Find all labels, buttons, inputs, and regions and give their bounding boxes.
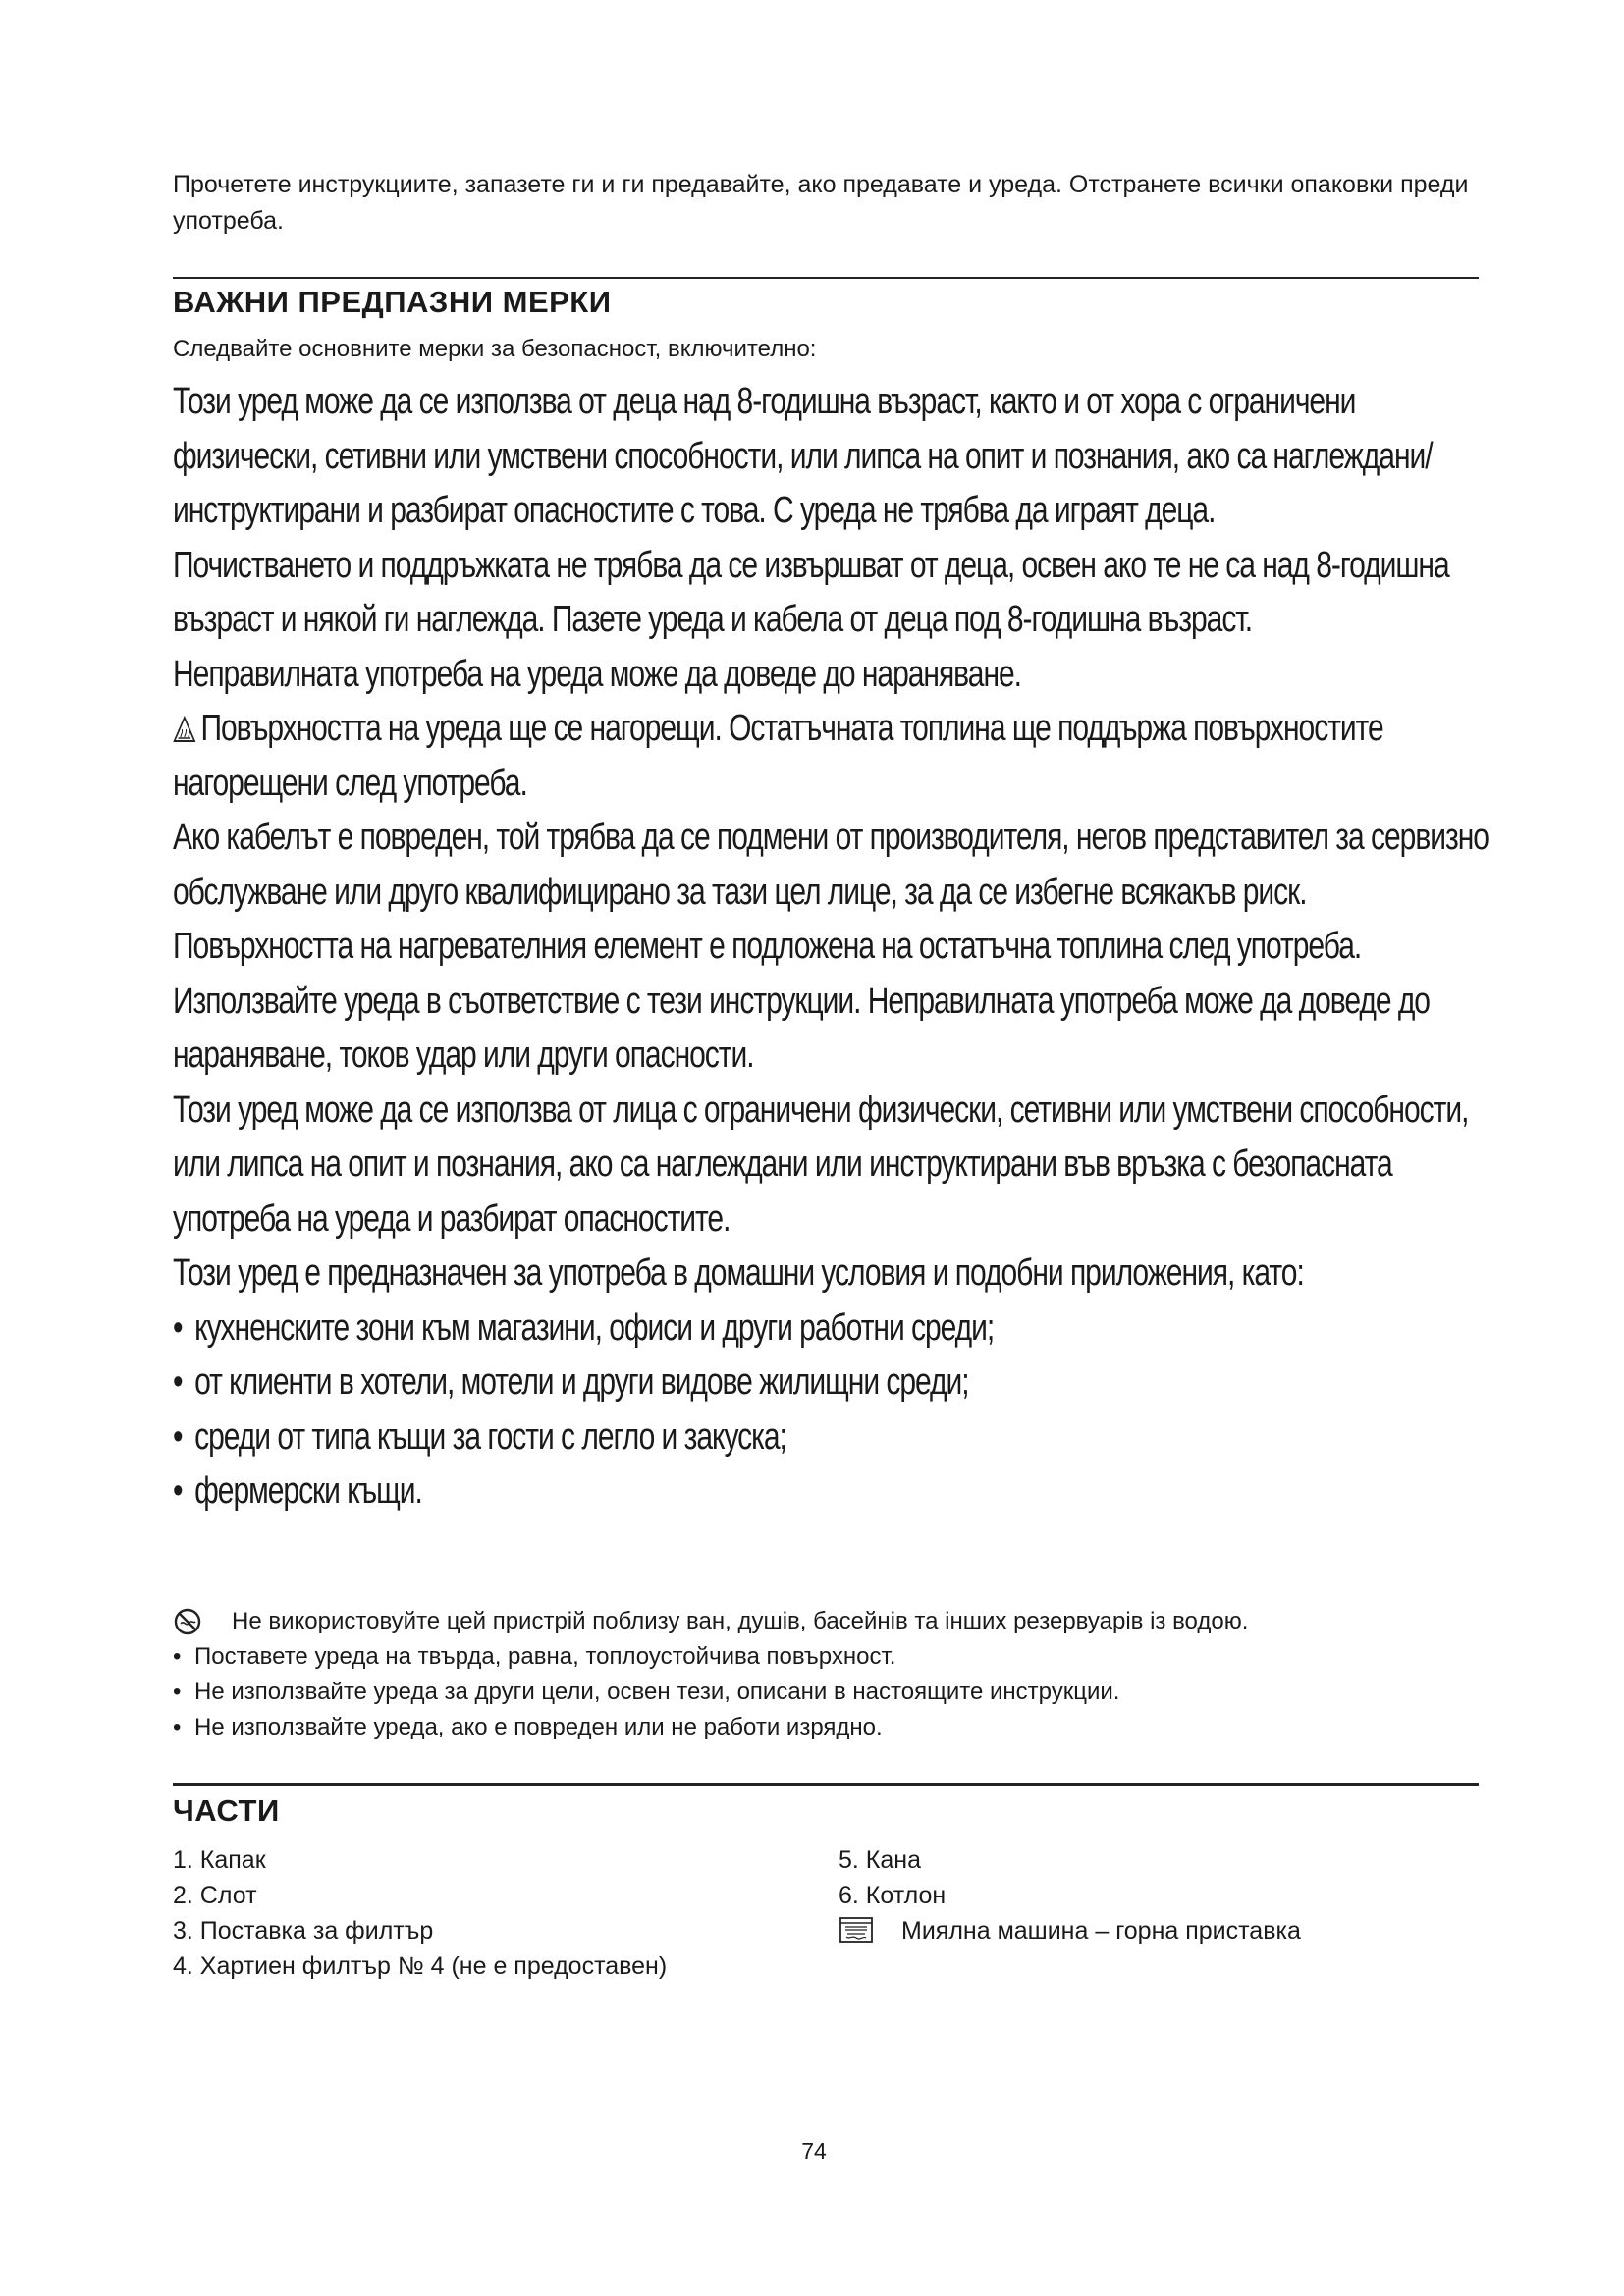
small-bullet: • Не използвайте уреда, ако е повреден или не работи изрядно.: [173, 1710, 1489, 1745]
small-bullet-text: Не използвайте уреда, ако е повреден или не работи изрядно.: [194, 1714, 883, 1740]
part-item: 5. Кана: [839, 1846, 921, 1874]
safety-instructions: [173, 375, 1491, 1520]
document-page: [173, 0, 1489, 2296]
section-divider: [173, 1783, 1479, 1786]
small-bullet: • Поставете уреда на твърда, равна, топлоустойчива повърхност.: [173, 1639, 1489, 1675]
small-warnings: [173, 1604, 1489, 1745]
hot-surface-warning-icon: [173, 716, 196, 743]
dishwasher-top-rack-icon: [839, 1916, 874, 1944]
safety-paragraph: Ако кабелът е повреден, той трябва да се подмени от производителя, негов представител за сервизно обслужване или друго квалифицирано за тази цел лице, за да се избегне всякакъв риск.: [173, 817, 1489, 913]
dishwasher-note: [839, 1913, 1301, 1949]
safety-paragraph: Този уред може да се използва от лица с ограничени физически, сетивни или умствени способности, или липса на опит и познания, ако са наглеждани или инструктирани във връзка с безопасната употреба на уреда и разбират опасностите.: [173, 1089, 1469, 1240]
page-number: 74: [801, 2138, 827, 2163]
usage-bullet: • фермерски къщи.: [173, 1465, 1491, 1520]
safety-paragraph: Използвайте уреда в съответствие с тези инструкции. Неправилната употреба може да доведе до нараняване, токов удар или други опасности.: [173, 980, 1430, 1076]
dishwasher-note-text: Миялна машина – горна приставка: [901, 1917, 1301, 1945]
safety-paragraph: Този уред може да се използва от деца над 8-годишна възраст, както и от хора с ограничени физически, сетивни или умствени способности, или липса на опит и познания, ако са наглеждани/инструктирани и разбират опасностите с това. С уреда не трябва да играят деца.: [173, 381, 1433, 531]
usage-bullet: • кухненските зони към магазини, офиси и други работни среди;: [173, 1302, 1491, 1357]
parts-heading: ЧАСТИ: [173, 1793, 280, 1828]
part-item: 4. Хартиен филтър № 4 (не е предоставен): [173, 1952, 668, 1980]
safety-paragraph: Неправилната употреба на уреда може да доведе до нараняване.: [173, 653, 1021, 695]
small-bullet: • Не използвайте уреда за други цели, освен тези, описани в настоящите инструкции.: [173, 1675, 1489, 1710]
water-warning-row: [173, 1604, 1489, 1639]
usage-bullet: • среди от типа къщи за гости с легло и закуска;: [173, 1411, 1491, 1466]
safety-paragraph-hot-surface: [173, 702, 1491, 811]
safety-heading: ВАЖНИ ПРЕДПАЗНИ МЕРКИ: [173, 285, 612, 319]
section-divider: [173, 277, 1479, 279]
safety-paragraph: Почистването и поддръжката не трябва да се извършват от деца, освен ако те не са над 8-годишна възраст и някой ги наглежда. Пазете уреда и кабела от деца под 8-годишна възраст.: [173, 544, 1449, 640]
small-bullet-text: Не използвайте уреда за други цели, освен тези, описани в настоящите инструкции.: [194, 1679, 1120, 1705]
water-warning-text: Не використовуйте цей пристрій поблизу ван, душів, басейнів та інших резервуарів із водою.: [232, 1608, 1249, 1634]
safety-subheading: Следвайте основните мерки за безопасност, включително:: [173, 336, 817, 362]
parts-column-right: [839, 1842, 1301, 1949]
part-item: 2. Слот: [173, 1882, 257, 1909]
part-item: 6. Котлон: [839, 1882, 947, 1909]
part-item: 3. Поставка за филтър: [173, 1917, 434, 1945]
intro-text: Прочетете инструкциите, запазете ги и ги предавайте, ако предавате и уреда. Отстранете всички опаковки преди употреба.: [173, 171, 1469, 235]
parts-column-left: [173, 1842, 667, 1984]
no-water-icon: [173, 1607, 206, 1636]
small-bullet-text: Поставете уреда на твърда, равна, топлоустойчива повърхност.: [194, 1643, 896, 1670]
part-item: 1. Капак: [173, 1846, 266, 1874]
safety-paragraph: Този уред е предназначен за употреба в домашни условия и подобни приложения, като:: [173, 1253, 1304, 1294]
usage-bullet: • от клиенти в хотели, мотели и други видове жилищни среди;: [173, 1356, 1491, 1411]
safety-paragraph: Повърхността на нагревателния елемент е подложена на остатъчна топлина след употреба.: [173, 926, 1362, 967]
hot-surface-text: Повърхността на уреда ще се нагорещи. Остатъчната топлина ще поддържа повърхностите нагорещени след употреба.: [173, 708, 1383, 804]
